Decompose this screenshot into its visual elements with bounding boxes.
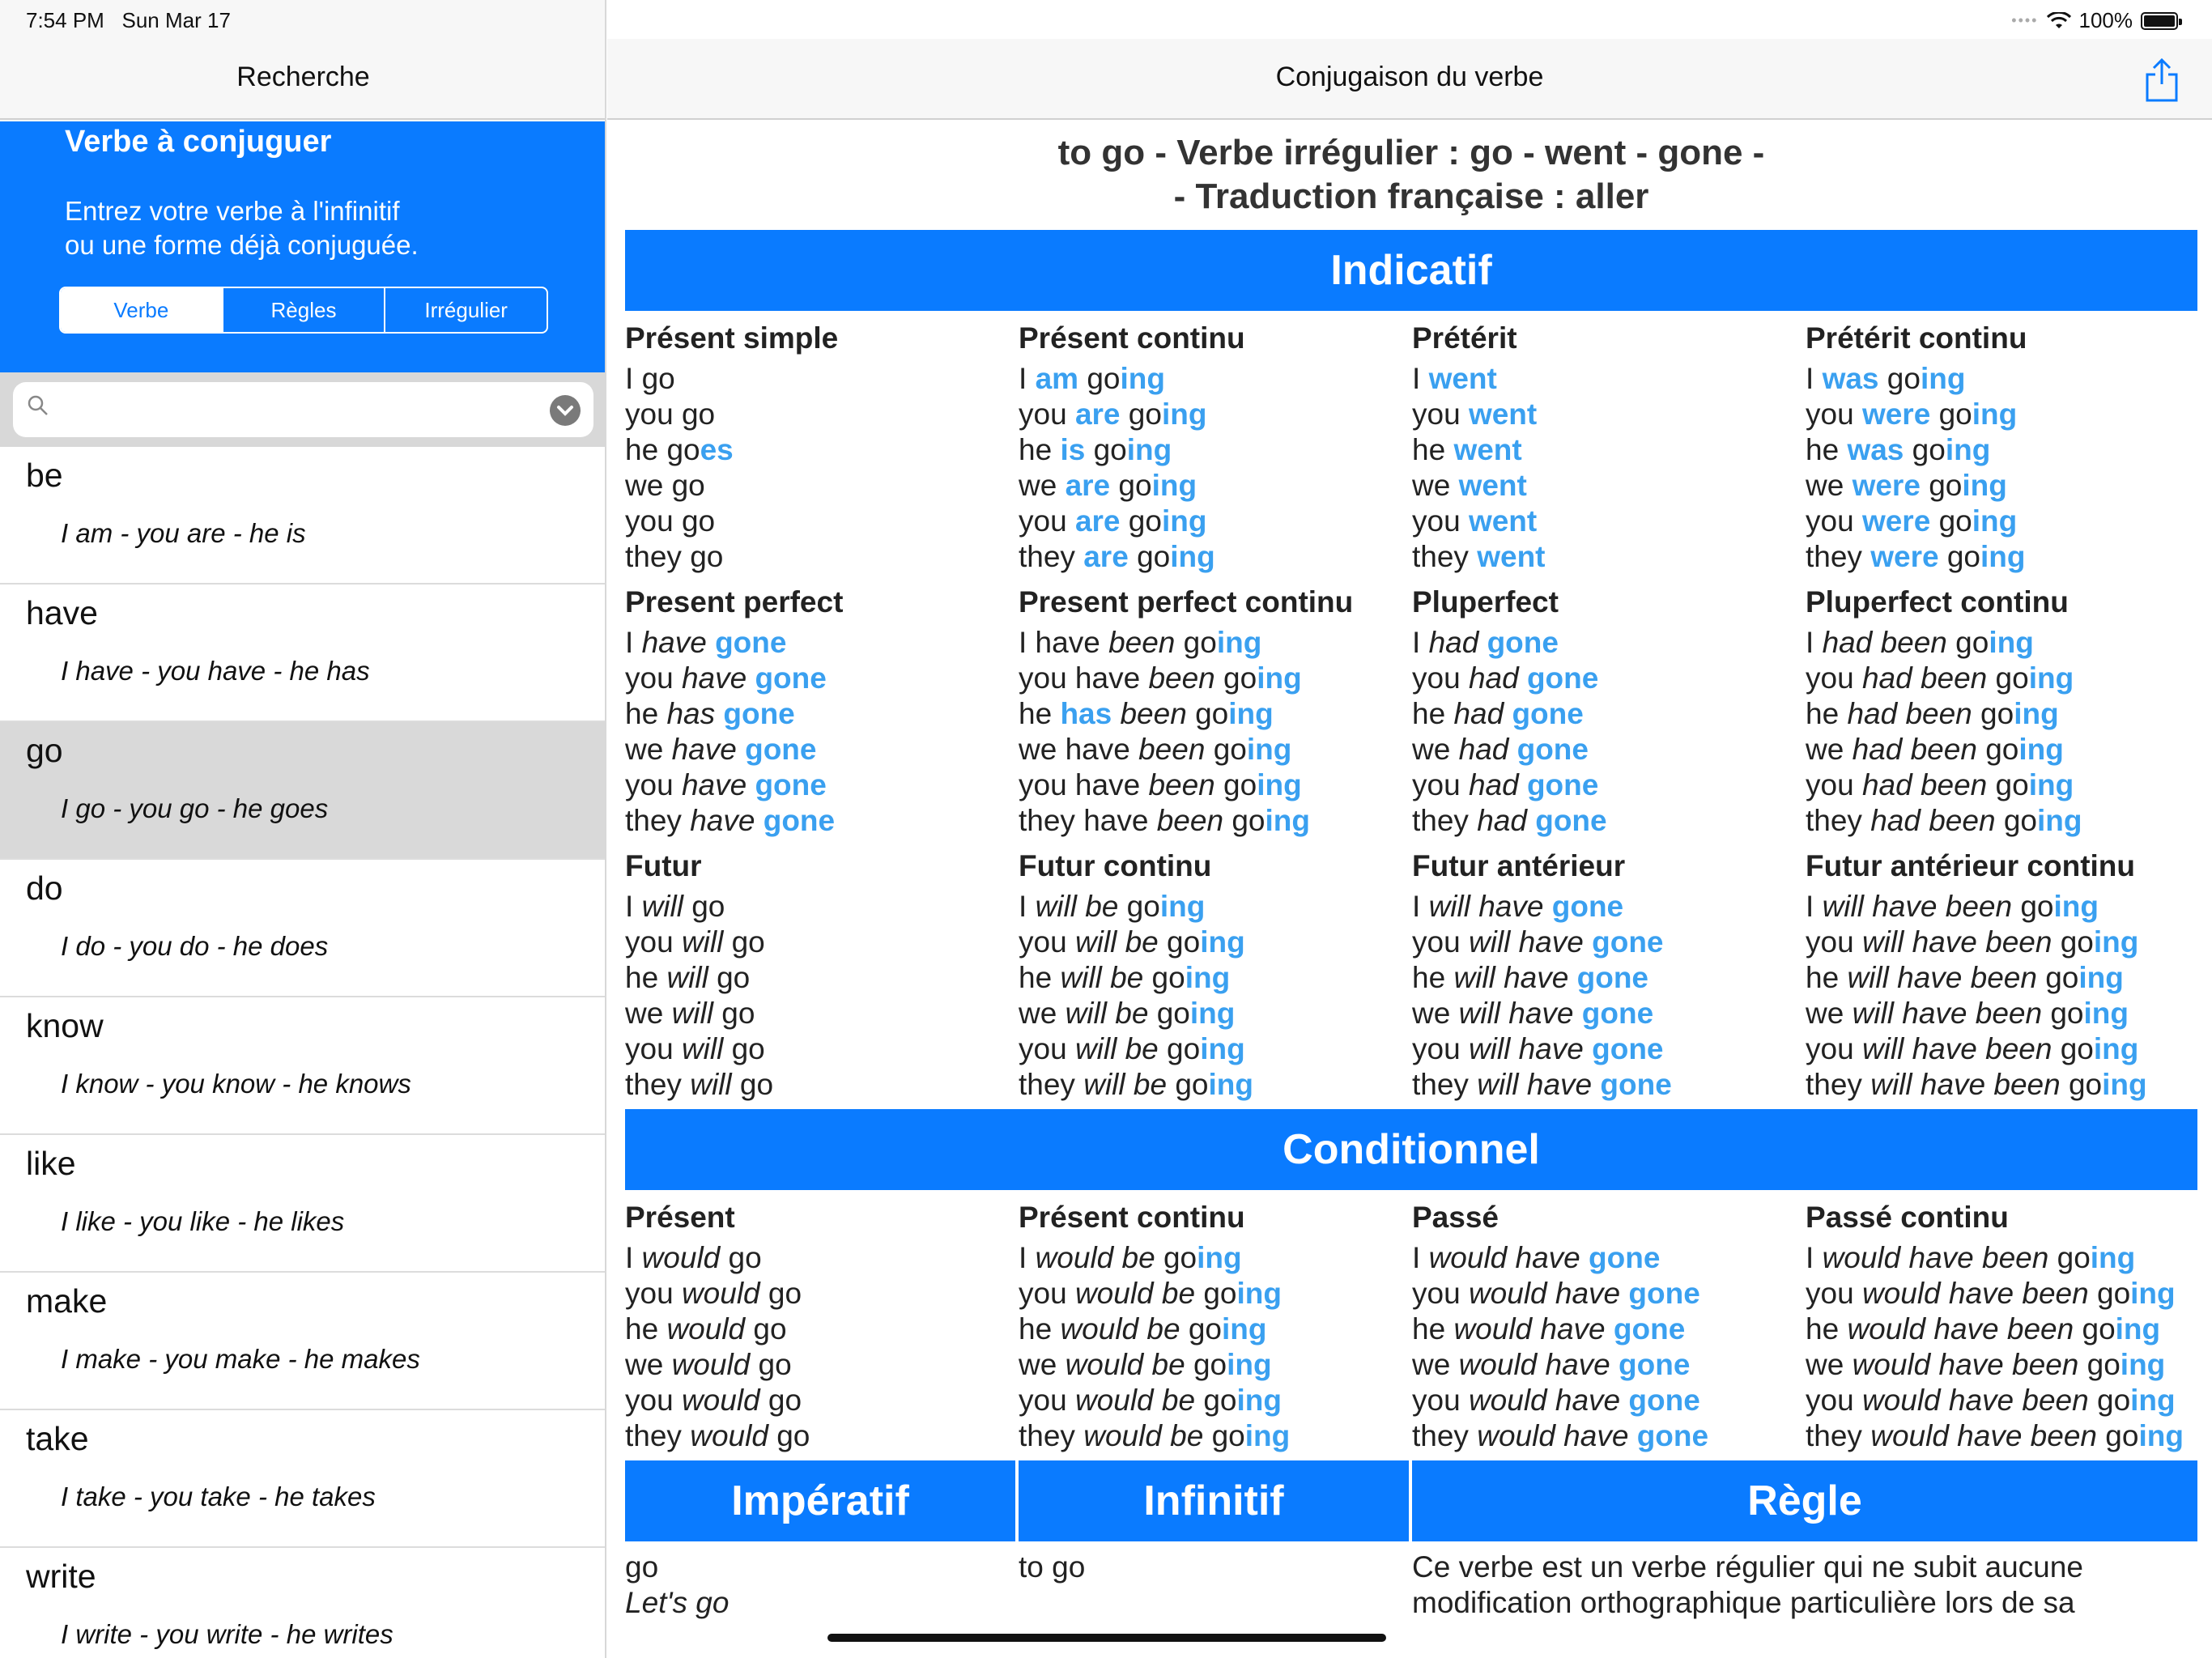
conjugation-line: you had gone bbox=[1412, 661, 1599, 695]
conjugation-line: you have been going bbox=[1019, 661, 1302, 695]
conjugation-line: he was going bbox=[1806, 433, 1991, 466]
segment-irregulier[interactable]: Irrégulier bbox=[424, 297, 508, 322]
tense-cell bbox=[1806, 575, 2197, 839]
signal-dots-icon: •••• bbox=[2011, 12, 2039, 28]
regle-line1: Ce verbe est un verbe régulier qui ne subit aucune bbox=[1412, 1550, 2083, 1584]
conjugation-line: they would go bbox=[625, 1419, 810, 1452]
conjugation-line: you will have gone bbox=[1412, 925, 1664, 959]
tense-cell bbox=[1019, 1190, 1412, 1454]
search-bar bbox=[0, 372, 606, 447]
infinitif-value: to go bbox=[1019, 1550, 1086, 1584]
conjugation-line: you will go bbox=[625, 925, 765, 959]
bottom-bands bbox=[625, 1460, 2197, 1541]
tense-title: Futur antérieur bbox=[1412, 849, 1626, 882]
conjugation-line: you will be going bbox=[1019, 925, 1245, 959]
list-item[interactable] bbox=[0, 997, 606, 1135]
conjugation-line: we would have been going bbox=[1806, 1348, 2166, 1381]
band-infinitif: Infinitif bbox=[1019, 1460, 1412, 1541]
verb-word: do bbox=[26, 869, 63, 907]
verb-forms: I have - you have - he has bbox=[61, 656, 370, 686]
verb-forms: I go - you go - he goes bbox=[61, 793, 329, 823]
header-subtitle bbox=[65, 194, 419, 262]
share-icon[interactable] bbox=[2144, 57, 2180, 102]
conjugation-line: you will have been going bbox=[1806, 1032, 2139, 1065]
verb-word: go bbox=[26, 732, 63, 769]
conditionnel-grid bbox=[625, 1190, 2197, 1454]
conjugation-line: we have gone bbox=[625, 733, 817, 766]
verb-list bbox=[0, 447, 606, 1658]
conjugation-line: you had been going bbox=[1806, 768, 2074, 801]
conjugation-line: he has gone bbox=[625, 697, 795, 730]
conjugation-line: I would have gone bbox=[1412, 1241, 1661, 1274]
tense-title: Pluperfect bbox=[1412, 585, 1559, 619]
tense-cell bbox=[625, 839, 1019, 1103]
wifi-icon bbox=[2047, 12, 2071, 30]
conjugation-line: you would be going bbox=[1019, 1384, 1282, 1417]
tense-cell bbox=[1806, 1190, 2197, 1454]
conjugation-line: you have gone bbox=[625, 661, 827, 695]
tense-title: Présent continu bbox=[1019, 321, 1245, 355]
verb-forms: I know - you know - he knows bbox=[61, 1069, 411, 1099]
conjugation-line: we are going bbox=[1019, 469, 1197, 502]
conjugation-line: they will be going bbox=[1019, 1068, 1253, 1101]
tense-title: Futur antérieur continu bbox=[1806, 849, 2135, 882]
conjugation-line: we have been going bbox=[1019, 733, 1292, 766]
conjugation-line: we had gone bbox=[1412, 733, 1589, 766]
conjugation-line: you were going bbox=[1806, 504, 2018, 538]
conjugation-line: I go bbox=[625, 362, 675, 395]
conjugation-line: I have gone bbox=[625, 626, 787, 659]
tense-title: Présent continu bbox=[1019, 1201, 1245, 1234]
header-subtitle-line1: Entrez votre verbe à l'infinitif bbox=[65, 196, 400, 226]
conjugation-line: they will go bbox=[625, 1068, 774, 1101]
verb-word: make bbox=[26, 1282, 108, 1320]
verb-word: like bbox=[26, 1145, 76, 1182]
conjugation-line: you had gone bbox=[1412, 768, 1599, 801]
conjugation-line: they would be going bbox=[1019, 1419, 1291, 1452]
conjugation-line: you would have gone bbox=[1412, 1277, 1700, 1310]
conjugation-line: I will have gone bbox=[1412, 890, 1624, 923]
conjugation-line: you are going bbox=[1019, 397, 1207, 431]
band-regle: Règle bbox=[1412, 1460, 2197, 1541]
home-indicator bbox=[827, 1634, 1386, 1642]
sidebar-title: Recherche bbox=[236, 62, 370, 92]
conjugation-line: they were going bbox=[1806, 540, 2026, 573]
conjugation-line: they would have been going bbox=[1806, 1419, 2184, 1452]
conjugation-line: he would have gone bbox=[1412, 1312, 1686, 1346]
main-pane bbox=[607, 0, 2212, 1658]
conjugation-line: you go bbox=[625, 504, 716, 538]
tense-title: Present perfect continu bbox=[1019, 585, 1354, 619]
verb-input-header bbox=[0, 121, 606, 372]
conjugation-line: we had been going bbox=[1806, 733, 2064, 766]
conjugation-line: you will have been going bbox=[1806, 925, 2139, 959]
conjugation-line: we will have gone bbox=[1412, 997, 1654, 1030]
verb-forms: I like - you like - he likes bbox=[61, 1206, 345, 1236]
list-item[interactable] bbox=[0, 722, 606, 860]
tense-cell bbox=[1412, 1190, 1806, 1454]
conjugation-line: we would be going bbox=[1019, 1348, 1272, 1381]
conjugation-line: we will be going bbox=[1019, 997, 1236, 1030]
conjugation-line: I will be going bbox=[1019, 890, 1206, 923]
tense-cell bbox=[1412, 839, 1806, 1103]
conjugation-line: I was going bbox=[1806, 362, 1966, 395]
sidebar bbox=[0, 0, 606, 1658]
conjugation-line: we will have been going bbox=[1806, 997, 2129, 1030]
tense-cell bbox=[1019, 575, 1412, 839]
conjugation-line: you went bbox=[1412, 397, 1538, 431]
tense-cell bbox=[1806, 311, 2197, 575]
imperatif-cell bbox=[625, 1550, 1019, 1619]
conjugation-line: you would have gone bbox=[1412, 1384, 1700, 1417]
conjugation-line: they had been going bbox=[1806, 804, 2082, 837]
conjugation-line: I will have been going bbox=[1806, 890, 2099, 923]
imperatif-line: Let's go bbox=[625, 1586, 730, 1619]
conjugation-line: I have been going bbox=[1019, 626, 1262, 659]
conjugation-line: we went bbox=[1412, 469, 1527, 502]
conjugation-line: you went bbox=[1412, 504, 1538, 538]
verb-title bbox=[625, 131, 2197, 219]
conjugation-line: we will go bbox=[625, 997, 755, 1030]
conjugation-line: you are going bbox=[1019, 504, 1207, 538]
conjugation-line: you will go bbox=[625, 1032, 765, 1065]
search-input[interactable] bbox=[13, 382, 593, 437]
status-bar bbox=[0, 0, 2212, 39]
tense-cell bbox=[625, 1190, 1019, 1454]
conjugation-line: you would go bbox=[625, 1277, 802, 1310]
conjugation-line: I would go bbox=[625, 1241, 762, 1274]
conjugation-line: they will have gone bbox=[1412, 1068, 1672, 1101]
tense-title: Futur continu bbox=[1019, 849, 1212, 882]
conjugation-content bbox=[625, 121, 2197, 1619]
chevron-down-icon[interactable] bbox=[550, 395, 581, 426]
tense-cell bbox=[1412, 311, 1806, 575]
conjugation-line: I would have been going bbox=[1806, 1241, 2136, 1274]
conjugation-line: he has been going bbox=[1019, 697, 1274, 730]
verb-forms: I am - you are - he is bbox=[61, 518, 306, 548]
conjugation-line: you would have been going bbox=[1806, 1277, 2176, 1310]
conjugation-line: you have gone bbox=[625, 768, 827, 801]
tense-title: Present perfect bbox=[625, 585, 844, 619]
bottom-row bbox=[625, 1541, 2197, 1619]
conjugation-line: they have gone bbox=[625, 804, 836, 837]
main-title: Conjugaison du verbe bbox=[1275, 62, 1544, 92]
segment-regles[interactable]: Règles bbox=[223, 288, 386, 332]
tense-cell bbox=[1019, 311, 1412, 575]
tense-cell bbox=[625, 311, 1019, 575]
list-item[interactable] bbox=[0, 1273, 606, 1410]
list-item[interactable] bbox=[0, 1548, 606, 1658]
conjugation-line: we would go bbox=[625, 1348, 792, 1381]
conjugation-line: they are going bbox=[1019, 540, 1215, 573]
conjugation-line: they went bbox=[1412, 540, 1546, 573]
main-nav-bar bbox=[607, 39, 2212, 120]
battery-percent: 100% bbox=[2078, 8, 2133, 32]
verb-forms: I write - you write - he writes bbox=[61, 1619, 393, 1649]
band-imperatif: Impératif bbox=[625, 1460, 1019, 1541]
verb-word: write bbox=[26, 1558, 96, 1595]
status-right bbox=[2011, 8, 2178, 33]
indicatif-grid bbox=[625, 311, 2197, 1103]
conjugation-line: he would be going bbox=[1019, 1312, 1267, 1346]
conjugation-line: they had gone bbox=[1412, 804, 1607, 837]
verb-word: take bbox=[26, 1420, 89, 1457]
conjugation-line: he is going bbox=[1019, 433, 1172, 466]
conjugation-line: you would have been going bbox=[1806, 1384, 2176, 1417]
verb-forms: I take - you take - he takes bbox=[61, 1482, 376, 1511]
conjugation-line: he will be going bbox=[1019, 961, 1231, 994]
tense-cell bbox=[1806, 839, 2197, 1103]
conjugation-line: I will go bbox=[625, 890, 725, 923]
conjugation-line: he will go bbox=[625, 961, 751, 994]
conjugation-line: he will have gone bbox=[1412, 961, 1649, 994]
regle-line2: modification orthographique particulière lors de sa bbox=[1412, 1586, 2075, 1619]
conjugation-line: they would have gone bbox=[1412, 1419, 1709, 1452]
conjugation-line: we were going bbox=[1806, 469, 2007, 502]
conjugation-line: I am going bbox=[1019, 362, 1165, 395]
sidebar-nav-bar bbox=[0, 39, 606, 120]
verb-title-line1: to go - Verbe irrégulier : go - went - gone - bbox=[1057, 133, 1765, 172]
tense-title: Présent bbox=[625, 1201, 735, 1234]
status-time: 7:54 PM Sun Mar 17 bbox=[26, 8, 231, 32]
conjugation-line: they will have been going bbox=[1806, 1068, 2147, 1101]
conjugation-line: I went bbox=[1412, 362, 1497, 395]
verb-title-line2: - Traduction française : aller bbox=[1173, 176, 1649, 216]
tense-title: Passé continu bbox=[1806, 1201, 2009, 1234]
tense-cell bbox=[1412, 575, 1806, 839]
conjugation-line: you go bbox=[625, 397, 716, 431]
tense-title: Prétérit continu bbox=[1806, 321, 2027, 355]
conjugation-line: we go bbox=[625, 469, 705, 502]
tense-title: Futur bbox=[625, 849, 702, 882]
header-title: Verbe à conjuguer bbox=[65, 125, 332, 159]
imperatif-line: go bbox=[625, 1550, 659, 1584]
segment-verbe[interactable]: Verbe bbox=[61, 288, 223, 332]
search-icon bbox=[28, 395, 49, 416]
conjugation-line: you would go bbox=[625, 1384, 802, 1417]
list-item[interactable] bbox=[0, 585, 606, 722]
verb-forms: I make - you make - he makes bbox=[61, 1344, 420, 1374]
conjugation-line: he had gone bbox=[1412, 697, 1584, 730]
verb-forms: I do - you do - he does bbox=[61, 931, 329, 961]
conjugation-line: he had been going bbox=[1806, 697, 2059, 730]
band-indicatif: Indicatif bbox=[625, 230, 2197, 311]
conjugation-line: they have been going bbox=[1019, 804, 1310, 837]
conjugation-line: I had gone bbox=[1412, 626, 1559, 659]
conjugation-line: you were going bbox=[1806, 397, 2018, 431]
conjugation-line: he would have been going bbox=[1806, 1312, 2161, 1346]
segmented-control bbox=[59, 287, 548, 334]
infinitif-cell bbox=[1019, 1550, 1412, 1619]
conjugation-line: you will have gone bbox=[1412, 1032, 1664, 1065]
list-item[interactable] bbox=[0, 447, 606, 585]
verb-word: be bbox=[26, 457, 63, 494]
conjugation-line: he would go bbox=[625, 1312, 787, 1346]
conjugation-line: we would have gone bbox=[1412, 1348, 1691, 1381]
header-subtitle-line2: ou une forme déjà conjuguée. bbox=[65, 230, 419, 260]
conjugation-line: he went bbox=[1412, 433, 1522, 466]
tense-title: Prétérit bbox=[1412, 321, 1517, 355]
band-conditionnel: Conditionnel bbox=[625, 1109, 2197, 1190]
tense-title: Passé bbox=[1412, 1201, 1499, 1234]
conjugation-line: you had been going bbox=[1806, 661, 2074, 695]
tense-cell bbox=[625, 575, 1019, 839]
conjugation-line: you will be going bbox=[1019, 1032, 1245, 1065]
tense-title: Pluperfect continu bbox=[1806, 585, 2069, 619]
verb-word: know bbox=[26, 1007, 104, 1044]
conjugation-line: I would be going bbox=[1019, 1241, 1242, 1274]
battery-icon bbox=[2141, 12, 2178, 30]
list-item[interactable] bbox=[0, 860, 606, 997]
tense-cell bbox=[1019, 839, 1412, 1103]
list-item[interactable] bbox=[0, 1410, 606, 1548]
list-item[interactable] bbox=[0, 1135, 606, 1273]
conjugation-line: they go bbox=[625, 540, 724, 573]
verb-word: have bbox=[26, 594, 98, 631]
conjugation-line: you would be going bbox=[1019, 1277, 1282, 1310]
tense-title: Présent simple bbox=[625, 321, 839, 355]
regle-cell bbox=[1412, 1550, 2197, 1619]
conjugation-line: I had been going bbox=[1806, 626, 2034, 659]
conjugation-line: you have been going bbox=[1019, 768, 1302, 801]
conjugation-line: he goes bbox=[625, 433, 734, 466]
conjugation-line: he will have been going bbox=[1806, 961, 2124, 994]
